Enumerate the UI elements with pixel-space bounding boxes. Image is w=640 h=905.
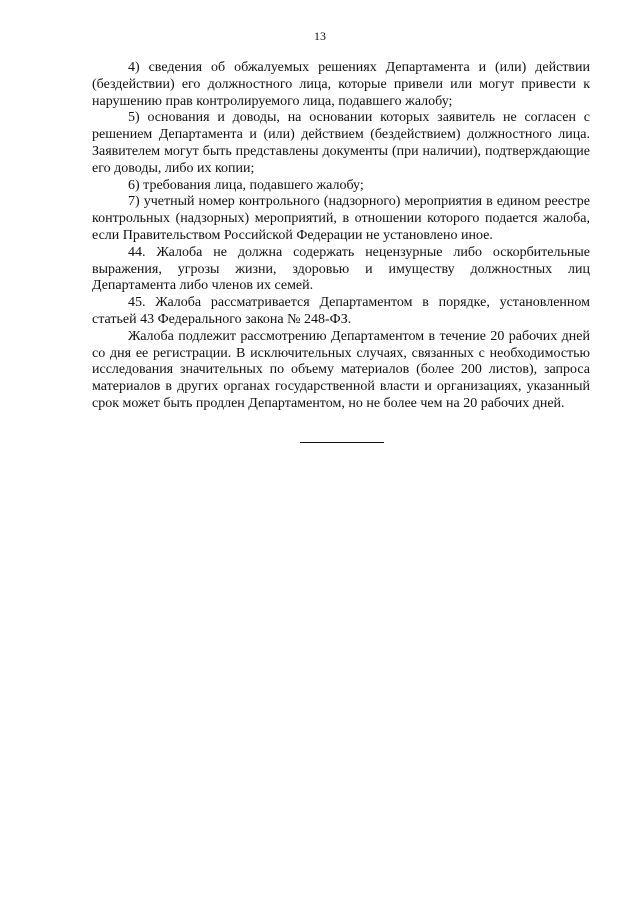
paragraph-review-period: Жалоба подлежит рассмотрению Департаментом в течение 20 рабочих дней со дня ее регистрации. В исключительных случаях, связанных с необходимостью исследования значительных по объему материалов (более 200 листов), запроса материалов в других органах государственной власти и организациях, указанный срок может быть продлен Департаментом, но не более чем на 20 рабочих дней. [92,328,590,411]
paragraph-item-6: 6) требования лица, подавшего жалобу; [128,177,364,193]
document-body [92,60,590,413]
paragraph-item-4: 4) сведения об обжалуемых решениях Департамента и (или) действии (бездействии) его должностного лица, которые привели или могут привести к нарушению прав контролируемого лица, подавшего жалобу; [92,60,590,109]
paragraph-item-5: 5) основания и доводы, на основании которых заявитель не согласен с решением Департамента и (или) действием (бездействием) должностного лица. Заявителем могут быть представлены документы (при наличии), подтверждающие его доводы, либо их копии; [92,110,590,176]
paragraph-clause-45: 45. Жалоба рассматривается Департаментом в порядке, установленном статьей 43 Федерального закона № 248-ФЗ. [92,295,590,327]
paragraph-clause-44: 44. Жалоба не должна содержать нецензурные либо оскорбительные выражения, угрозы жизни, здоровью и имуществу должностных лиц Департамента либо членов их семей. [92,244,590,294]
end-divider [300,442,384,443]
paragraph-item-7: 7) учетный номер контрольного (надзорного) мероприятия в едином реестре контрольных (надзорных) мероприятий, в отношении которого подается жалоба, если Правительством Российской Федерации не установлено иное. [92,194,590,243]
page-number: 13 [314,29,326,43]
